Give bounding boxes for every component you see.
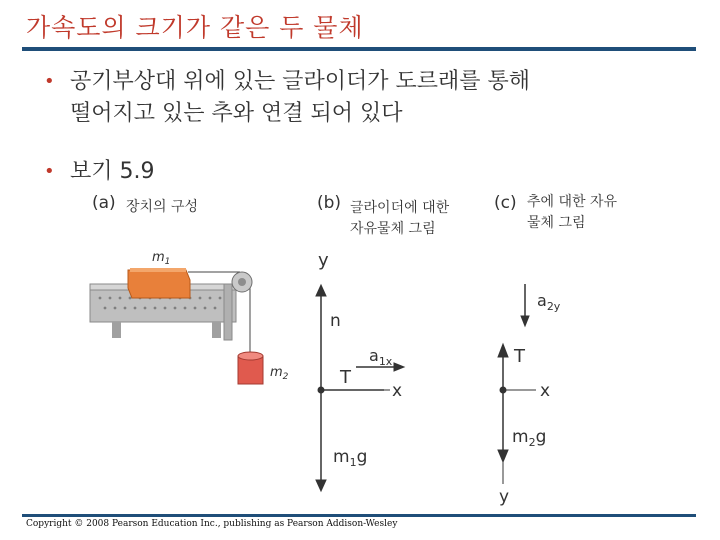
- air-track: [90, 284, 236, 340]
- figure-c-weight-label: $m_2g$: [512, 427, 547, 449]
- hanging-mass-m2: [238, 352, 263, 384]
- figure-b-n-label: n: [330, 311, 341, 331]
- figure-c-a-label: $a_{2y}$: [537, 291, 561, 313]
- figure-b-origin-dot: [318, 387, 324, 393]
- slide-title: 가속도의 크기가 같은 두 물체: [26, 13, 364, 42]
- footer-divider: [22, 514, 696, 517]
- copyright-notice: Copyright © 2008 Pearson Education Inc., publishing as Pearson Addison-Wesley: [26, 519, 398, 529]
- figure-a-caption: 장치의 구성: [126, 199, 199, 215]
- figure-c-T-label: T: [514, 346, 525, 367]
- figure-c-x-label: x: [540, 381, 551, 401]
- title-divider: [22, 47, 696, 51]
- figure-b-y-label: y: [318, 250, 329, 271]
- figure-b-weight-label: $m_1g$: [333, 447, 368, 469]
- bullet-1: [44, 66, 531, 130]
- figure-b-letter: (b): [317, 193, 342, 213]
- figure-c-letter: (c): [494, 193, 517, 213]
- bullet-marker: •: [44, 161, 55, 182]
- bullet-marker: •: [44, 71, 55, 92]
- figure-b-a-label: $a_{1x}$: [369, 346, 393, 368]
- bullet-1-line-1: 공기부상대 위에 있는 글라이더가 도르래를 통해: [70, 69, 531, 94]
- m2-label: $m_2$: [270, 365, 289, 382]
- glider-m1: [128, 268, 190, 298]
- figure-b-T-label: T: [340, 367, 351, 388]
- figure-b-x-label: x: [392, 381, 403, 401]
- figure-c-caption-line-1: 추에 대한 자유: [527, 194, 618, 210]
- figure-b-caption-line-1: 글라이더에 대한: [350, 200, 450, 216]
- figure-c-origin-dot: [500, 387, 506, 393]
- bullet-2-line-1: 보기 5.9: [70, 159, 155, 184]
- m1-label: $m_1$: [152, 250, 171, 267]
- bullet-2: [44, 156, 155, 188]
- figure-b-caption-line-2: 자유물체 그림: [350, 221, 436, 237]
- figure-c-y-label: y: [499, 487, 510, 507]
- figure-a-letter: (a): [92, 193, 116, 213]
- figure-c-caption-line-2: 물체 그림: [527, 215, 586, 231]
- bullet-1-line-2: 떨어지고 있는 추와 연결 되어 있다: [70, 101, 403, 126]
- pulley: [232, 272, 252, 292]
